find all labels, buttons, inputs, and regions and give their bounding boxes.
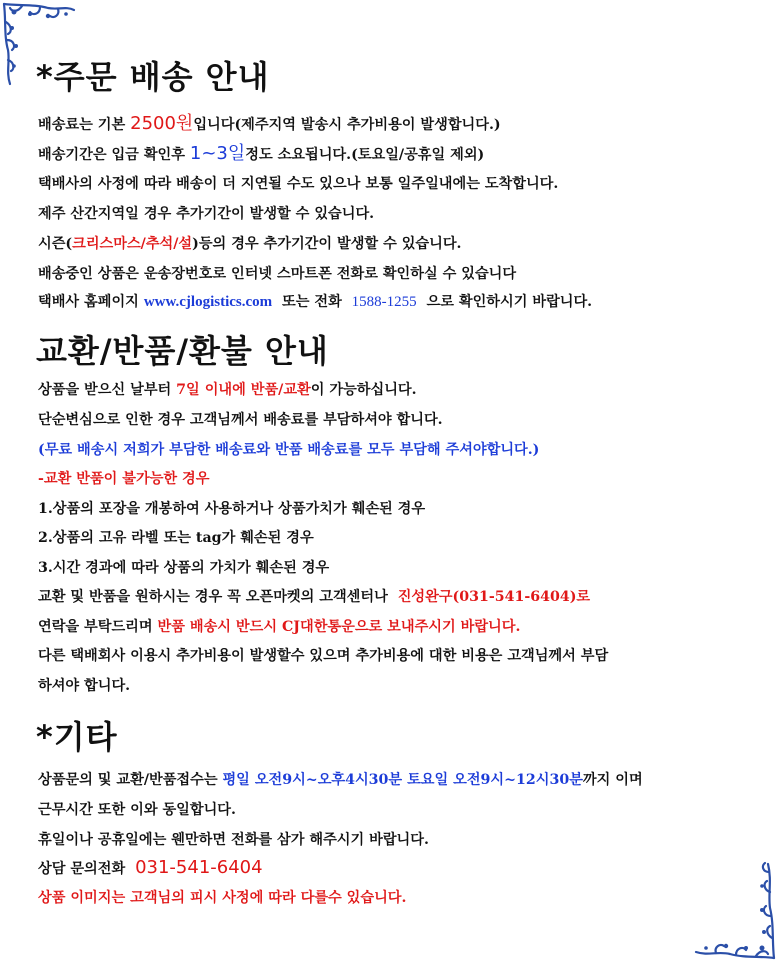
no-return-heading: -교환 반품이 불가능한 경우 bbox=[38, 471, 210, 487]
shipping-fee-amount: 2500원 bbox=[130, 113, 194, 134]
image-disclaimer: 상품 이미지는 고객님의 피시 사정에 따라 다를수 있습니다. bbox=[38, 890, 407, 906]
company-contact: 진성완구(031-541-6404)로 bbox=[397, 589, 591, 605]
shipping-period-line: 배송기간은 입금 확인후 1~3일정도 소요됩니다.(토요일/공휴일 제외) bbox=[38, 143, 485, 164]
shipping-title: *주문 배송 안내 bbox=[36, 58, 270, 96]
return-contact-line: 교환 및 반품을 원하시는 경우 꼭 오픈마켓의 고객센터나 진성완구(031-541-6404)로 bbox=[38, 589, 591, 605]
hours-line-2: 근무시간 또한 이와 동일합니다. bbox=[38, 802, 236, 818]
no-return-item-2: 2.상품의 고유 라벨 또는 tag가 훼손된 경우 bbox=[38, 530, 314, 546]
courier-line: 택배사 홈페이지 www.cjlogistics.com 또는 전화 1588-1255 으로 확인하시기 바랍니다. bbox=[38, 294, 593, 310]
business-hours: 평일 오전9시~오후4시30분 토요일 오전9시~12시30분 bbox=[222, 772, 583, 788]
no-return-item-3: 3.시간 경과에 따라 상품의 가치가 훼손된 경우 bbox=[38, 560, 330, 576]
floral-ornament-bottom-right bbox=[690, 858, 778, 963]
tracking-line: 배송중인 상품은 운송장번호로 인터넷 스마트폰 전화로 확인하실 수 있습니다 bbox=[38, 266, 517, 282]
return-courier-note: 반품 배송시 반드시 CJ대한통운으로 보내주시기 바랍니다. bbox=[157, 619, 521, 635]
return-period: 7일 이내에 반품/교환 bbox=[176, 382, 311, 398]
other-courier-line-2: 하셔야 합니다. bbox=[38, 678, 131, 694]
shipping-days: 1~3일 bbox=[189, 143, 246, 164]
return-courier-line: 연락을 부탁드리며 반품 배송시 반드시 CJ대한통운으로 보내주시기 바랍니다. bbox=[38, 619, 521, 635]
jeju-line: 제주 산간지역일 경우 추가기간이 발생할 수 있습니다. bbox=[38, 206, 375, 222]
free-shipping-note: (무료 배송시 저희가 부담한 배송료와 반품 배송료를 모두 부담해 주셔야합니다.) bbox=[38, 442, 540, 458]
other-courier-line: 다른 택배회사 이용시 추가비용이 발생할수 있으며 추가비용에 대한 비용은 고객님께서 부담 bbox=[38, 648, 609, 664]
hours-line: 상품문의 및 교환/반품접수는 평일 오전9시~오후4시30분 토요일 오전9시~12시30분까지 이며 bbox=[38, 772, 643, 788]
consult-phone-number: 031-541-6404 bbox=[135, 857, 263, 878]
shipping-fee-line: 배송료는 기본 2500원입니다(제주지역 발송시 추가비용이 발생합니다.) bbox=[38, 113, 501, 134]
courier-phone: 1588-1255 bbox=[351, 294, 417, 310]
return-period-line: 상품을 받으신 날부터 7일 이내에 반품/교환이 가능하십니다. bbox=[38, 382, 417, 398]
no-return-item-1: 1.상품의 포장을 개봉하여 사용하거나 상품가치가 훼손된 경우 bbox=[38, 501, 426, 517]
etc-title: *기타 bbox=[36, 718, 118, 756]
shipping-delay-line: 택배사의 사정에 따라 배송이 더 지연될 수도 있으나 보통 일주일내에는 도착합니다. bbox=[38, 176, 559, 192]
return-fee-line: 단순변심으로 인한 경우 고객님께서 배송료를 부담하셔야 합니다. bbox=[38, 412, 443, 428]
consult-phone-line: 상담 문의전화 031-541-6404 bbox=[38, 857, 263, 878]
returns-title: 교환/반품/환불 안내 bbox=[36, 332, 329, 370]
season-line: 시즌(크리스마스/추석/설)등의 경우 추가기간이 발생할 수 있습니다. bbox=[38, 236, 462, 252]
courier-website-link[interactable]: www.cjlogistics.com bbox=[143, 294, 273, 310]
season-names: 크리스마스/추석/설 bbox=[72, 236, 193, 252]
holiday-line: 휴일이나 공휴일에는 웬만하면 전화를 삼가 해주시기 바랍니다. bbox=[38, 832, 429, 848]
